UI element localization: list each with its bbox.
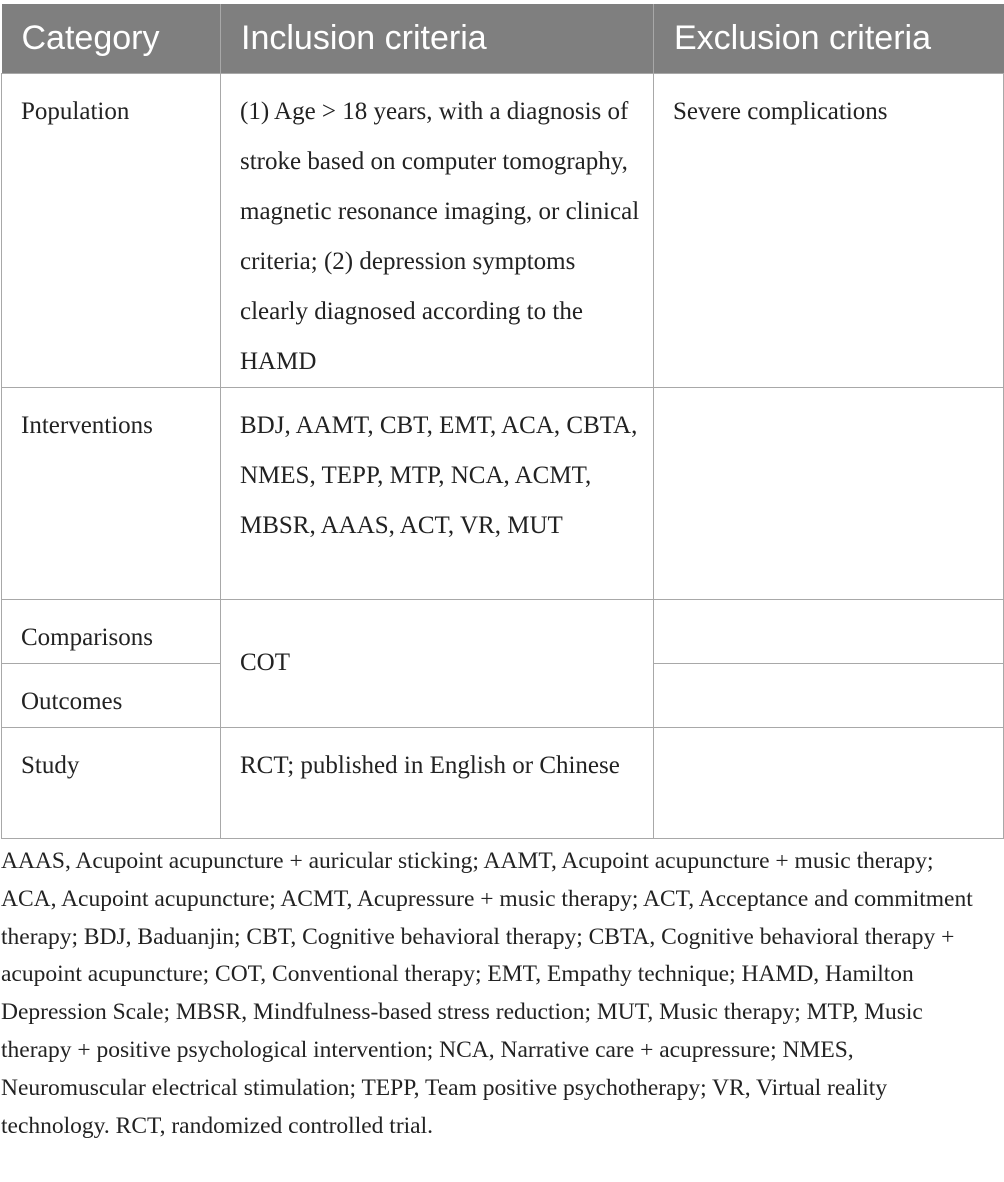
table-row-interventions	[2, 387, 1004, 599]
header-row	[2, 4, 1004, 73]
cell-category-interventions: Interventions	[2, 387, 221, 599]
table-row-population	[2, 73, 1004, 387]
header-exclusion-criteria: Exclusion criteria	[654, 4, 1004, 73]
table-header	[2, 4, 1004, 73]
cell-exclusion-study	[654, 727, 1004, 838]
header-category: Category	[2, 4, 221, 73]
cell-inclusion-comparisons-outcomes: COT	[221, 599, 654, 727]
cell-exclusion-comparisons	[654, 599, 1004, 663]
cell-category-study: Study	[2, 727, 221, 838]
table-row-study	[2, 727, 1004, 838]
table-row-comparisons	[2, 599, 1004, 663]
cell-exclusion-interventions	[654, 387, 1004, 599]
criteria-table	[1, 4, 1004, 839]
cell-inclusion-interventions: BDJ, AAMT, CBT, EMT, ACA, CBTA, NMES, TEPP, MTP, NCA, ACMT, MBSR, AAAS, ACT, VR, MUT	[221, 387, 654, 599]
cell-exclusion-population: Severe complications	[654, 73, 1004, 387]
table-body	[2, 73, 1004, 838]
cell-inclusion-population: (1) Age > 18 years, with a diagnosis of stroke based on computer tomography, magnetic resonance imaging, or clinical criteria; (2) depression symptoms clearly diagnosed according to the HAMD	[221, 73, 654, 387]
cell-category-population: Population	[2, 73, 221, 387]
cell-category-comparisons: Comparisons	[2, 599, 221, 663]
cell-category-outcomes: Outcomes	[2, 663, 221, 727]
table-footnote: AAAS, Acupoint acupuncture + auricular sticking; AAMT, Acupoint acupuncture + music therapy; ACA, Acupoint acupuncture; ACMT, Acupressure + music therapy; ACT, Acceptance and commitment therapy; BDJ, Baduanjin; CBT, Cognitive behavioral therapy; CBTA, Cognitive behavioral therapy + acupoint acupuncture; COT, Conventional therapy; EMT, Empathy technique; HAMD, Hamilton Depression Scale; MBSR, Mindfulness-based stress reduction; MUT, Music therapy; MTP, Music therapy + positive psychological intervention; NCA, Narrative care + acupressure; NMES, Neuromuscular electrical stimulation; TEPP, Team positive psychotherapy; VR, Virtual reality technology. RCT, randomized controlled trial.	[1, 848, 973, 1139]
cell-exclusion-outcomes	[654, 663, 1004, 727]
cell-inclusion-study: RCT; published in English or Chinese	[221, 727, 654, 838]
header-inclusion-criteria: Inclusion criteria	[221, 4, 654, 73]
